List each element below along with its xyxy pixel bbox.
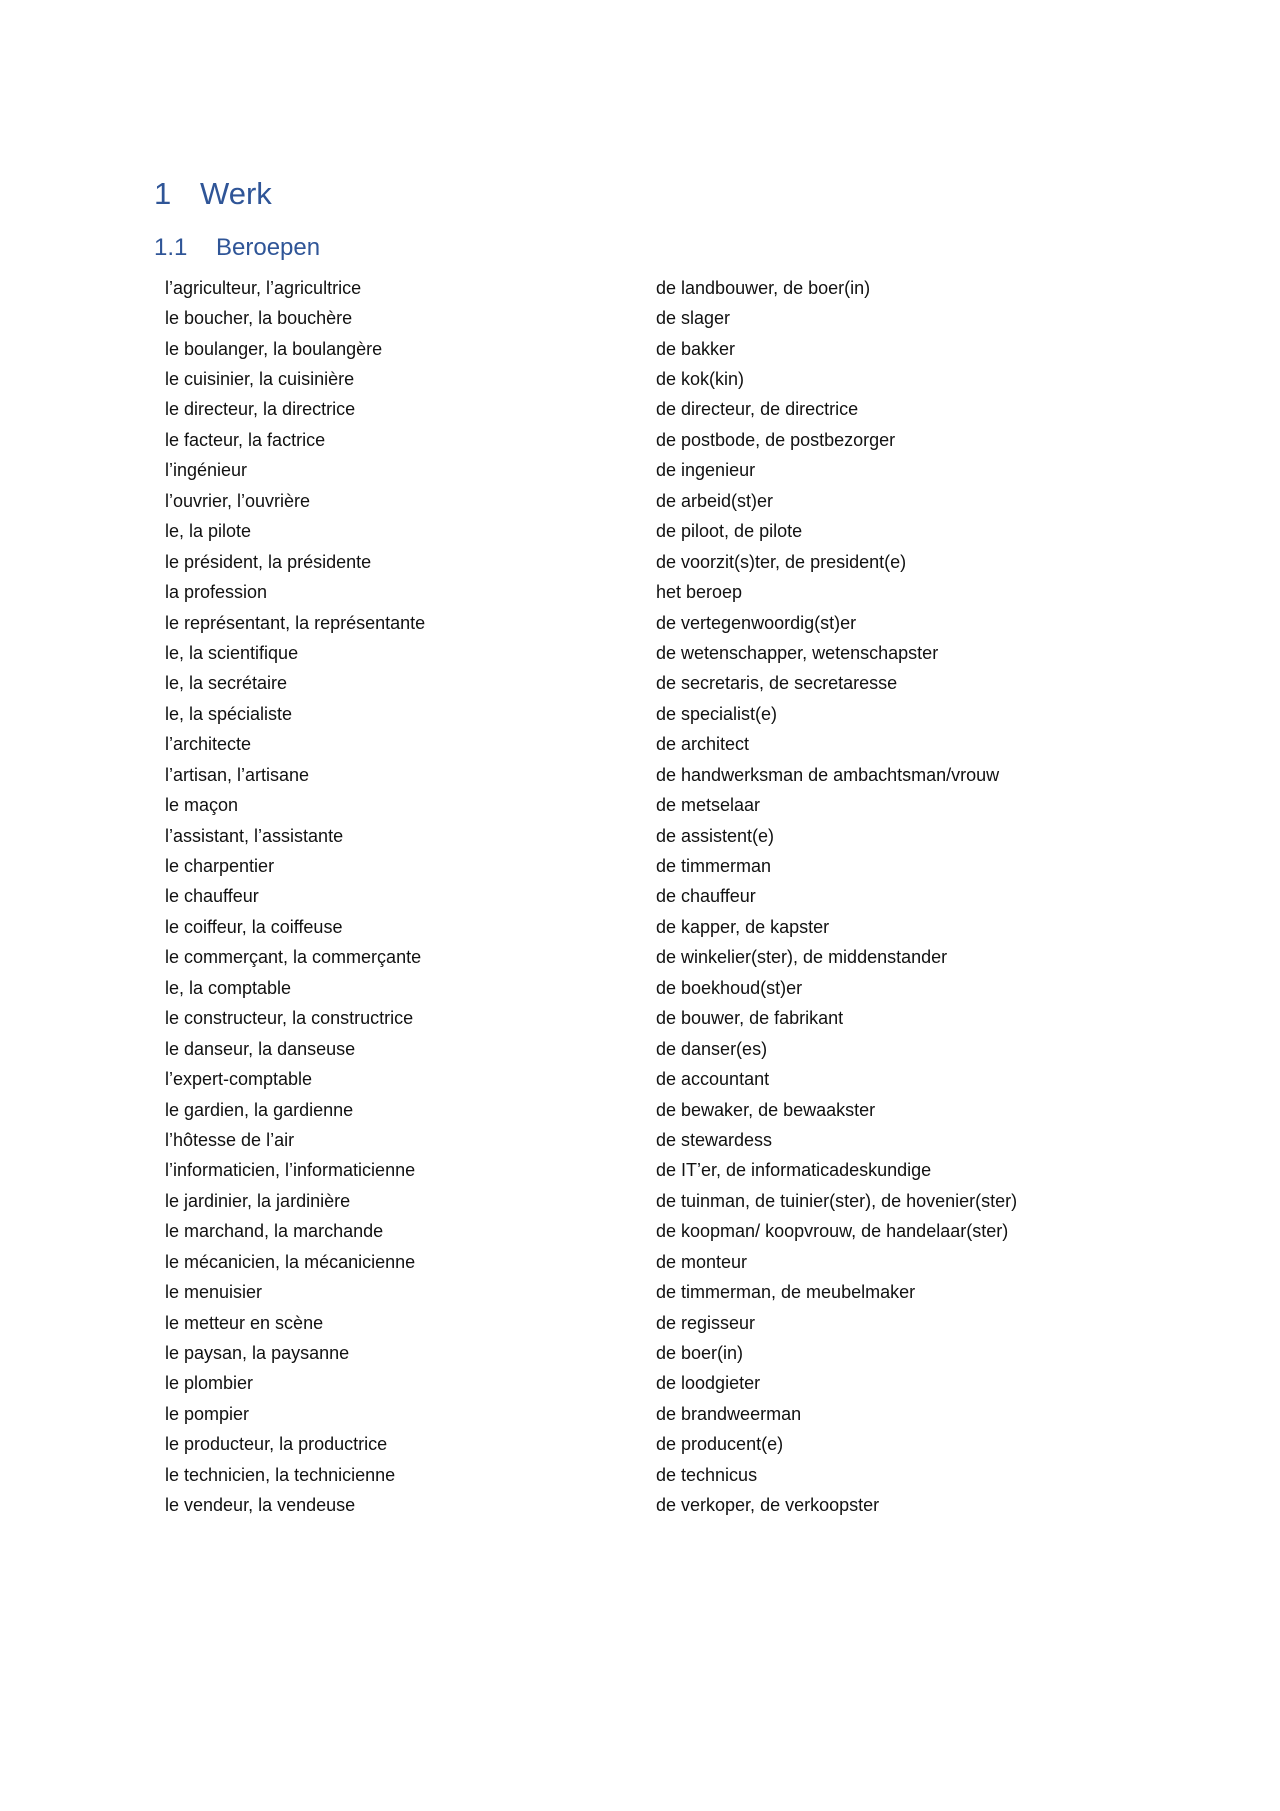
dutch-term: de regisseur [656, 1312, 756, 1333]
dutch-term: de stewardess [656, 1129, 773, 1150]
french-term: le charpentier [165, 856, 275, 877]
dutch-term: de accountant [656, 1069, 770, 1090]
vocabulary-row [165, 517, 1125, 547]
dutch-term: de IT’er, de informaticadeskundige [656, 1160, 932, 1181]
vocabulary-row [165, 1034, 1125, 1064]
french-term: le marchand, la marchande [165, 1221, 384, 1242]
french-term: le danseur, la danseuse [165, 1038, 356, 1059]
french-term: le commerçant, la commerçante [165, 947, 422, 968]
vocabulary-row [165, 1156, 1125, 1186]
dutch-term: de wetenschapper, wetenschapster [656, 642, 939, 663]
dutch-term: de danser(es) [656, 1038, 768, 1059]
dutch-term: de secretaris, de secretaresse [656, 673, 898, 694]
french-term: le jardinier, la jardinière [165, 1190, 351, 1211]
vocabulary-row [165, 486, 1125, 516]
vocabulary-row [165, 730, 1125, 760]
dutch-term: de kok(kin) [656, 369, 745, 390]
vocabulary-row [165, 699, 1125, 729]
dutch-term: de producent(e) [656, 1434, 784, 1455]
vocabulary-row [165, 608, 1125, 638]
heading-2-number: 1.1 [154, 234, 188, 261]
dutch-term: het beroep [656, 582, 743, 603]
vocabulary-row [165, 1004, 1125, 1034]
french-term: le metteur en scène [165, 1312, 324, 1333]
vocabulary-row [165, 882, 1125, 912]
vocabulary-row [165, 547, 1125, 577]
french-term: l’artisan, l’artisane [165, 764, 310, 785]
vocabulary-row [165, 273, 1125, 303]
dutch-term: de brandweerman [656, 1403, 802, 1424]
vocabulary-list [165, 273, 1125, 1521]
vocabulary-row [165, 364, 1125, 394]
vocabulary-row [165, 760, 1125, 790]
heading-2-title: Beroepen [216, 234, 321, 261]
french-term: le, la comptable [165, 977, 292, 998]
vocabulary-row [165, 669, 1125, 699]
vocabulary-row [165, 395, 1125, 425]
french-term: l’architecte [165, 734, 252, 755]
dutch-term: de winkelier(ster), de middenstander [656, 947, 948, 968]
dutch-term: de postbode, de postbezorger [656, 429, 896, 450]
vocabulary-row [165, 1247, 1125, 1277]
dutch-term: de landbouwer, de boer(in) [656, 277, 871, 298]
french-term: le constructeur, la constructrice [165, 1008, 414, 1029]
french-term: l’assistant, l’assistante [165, 825, 344, 846]
french-term: l’ouvrier, l’ouvrière [165, 490, 311, 511]
french-term: le technicien, la technicienne [165, 1464, 396, 1485]
dutch-term: de monteur [656, 1251, 748, 1272]
vocabulary-row [165, 1308, 1125, 1338]
dutch-term: de piloot, de pilote [656, 521, 803, 542]
dutch-term: de loodgieter [656, 1373, 761, 1394]
french-term: l’hôtesse de l’air [165, 1129, 295, 1150]
dutch-term: de metselaar [656, 795, 761, 816]
vocabulary-row [165, 1095, 1125, 1125]
vocabulary-row [165, 943, 1125, 973]
french-term: le directeur, la directrice [165, 399, 356, 420]
heading-2 [154, 236, 320, 260]
dutch-term: de timmerman, de meubelmaker [656, 1282, 916, 1303]
vocabulary-row [165, 1399, 1125, 1429]
dutch-term: de arbeid(st)er [656, 490, 774, 511]
french-term: le, la secrétaire [165, 673, 288, 694]
french-term: le boulanger, la boulangère [165, 338, 383, 359]
dutch-term: de handwerksman de ambachtsman/vrouw [656, 764, 1000, 785]
french-term: le pompier [165, 1403, 250, 1424]
vocabulary-row [165, 1460, 1125, 1490]
vocabulary-row [165, 1125, 1125, 1155]
vocabulary-row [165, 638, 1125, 668]
dutch-term: de technicus [656, 1464, 758, 1485]
french-term: le, la pilote [165, 521, 252, 542]
vocabulary-row [165, 1430, 1125, 1460]
dutch-term: de directeur, de directrice [656, 399, 859, 420]
vocabulary-row [165, 790, 1125, 820]
dutch-term: de chauffeur [656, 886, 756, 907]
french-term: le boucher, la bouchère [165, 308, 353, 329]
vocabulary-row [165, 1277, 1125, 1307]
dutch-term: de kapper, de kapster [656, 916, 830, 937]
vocabulary-row [165, 821, 1125, 851]
french-term: le producteur, la productrice [165, 1434, 388, 1455]
dutch-term: de bewaker, de bewaakster [656, 1099, 876, 1120]
vocabulary-row [165, 1186, 1125, 1216]
french-term: le président, la présidente [165, 551, 372, 572]
dutch-term: de specialist(e) [656, 703, 778, 724]
french-term: le plombier [165, 1373, 254, 1394]
vocabulary-row [165, 456, 1125, 486]
vocabulary-row [165, 334, 1125, 364]
heading-1-number: 1 [154, 176, 172, 211]
french-term: la profession [165, 582, 268, 603]
dutch-term: de verkoper, de verkoopster [656, 1495, 880, 1516]
dutch-term: de assistent(e) [656, 825, 775, 846]
french-term: le représentant, la représentante [165, 612, 426, 633]
heading-1-title: Werk [200, 176, 272, 211]
vocabulary-row [165, 577, 1125, 607]
vocabulary-row [165, 425, 1125, 455]
french-term: le mécanicien, la mécanicienne [165, 1251, 416, 1272]
dutch-term: de vertegenwoordig(st)er [656, 612, 857, 633]
dutch-term: de boekhoud(st)er [656, 977, 803, 998]
french-term: l’ingénieur [165, 460, 248, 481]
dutch-term: de slager [656, 308, 731, 329]
french-term: le coiffeur, la coiffeuse [165, 916, 343, 937]
dutch-term: de voorzit(s)ter, de president(e) [656, 551, 907, 572]
vocabulary-row [165, 851, 1125, 881]
french-term: le facteur, la factrice [165, 429, 326, 450]
dutch-term: de tuinman, de tuinier(ster), de hovenier(ster) [656, 1190, 1018, 1211]
dutch-term: de architect [656, 734, 750, 755]
french-term: l’expert-comptable [165, 1069, 313, 1090]
dutch-term: de timmerman [656, 856, 772, 877]
heading-1 [154, 178, 272, 209]
vocabulary-row [165, 973, 1125, 1003]
dutch-term: de boer(in) [656, 1343, 744, 1364]
french-term: le chauffeur [165, 886, 259, 907]
dutch-term: de ingenieur [656, 460, 756, 481]
french-term: le menuisier [165, 1282, 263, 1303]
french-term: le paysan, la paysanne [165, 1343, 350, 1364]
dutch-term: de koopman/ koopvrouw, de handelaar(ster) [656, 1221, 1009, 1242]
vocabulary-row [165, 912, 1125, 942]
dutch-term: de bouwer, de fabrikant [656, 1008, 844, 1029]
dutch-term: de bakker [656, 338, 736, 359]
vocabulary-row [165, 1064, 1125, 1094]
french-term: le maçon [165, 795, 239, 816]
french-term: le cuisinier, la cuisinière [165, 369, 355, 390]
vocabulary-row [165, 303, 1125, 333]
vocabulary-row [165, 1491, 1125, 1521]
vocabulary-row [165, 1217, 1125, 1247]
french-term: le, la spécialiste [165, 703, 293, 724]
french-term: le, la scientifique [165, 642, 299, 663]
french-term: le vendeur, la vendeuse [165, 1495, 356, 1516]
vocabulary-row [165, 1369, 1125, 1399]
french-term: l’informaticien, l’informaticienne [165, 1160, 416, 1181]
french-term: l’agriculteur, l’agricultrice [165, 277, 362, 298]
vocabulary-row [165, 1338, 1125, 1368]
french-term: le gardien, la gardienne [165, 1099, 354, 1120]
